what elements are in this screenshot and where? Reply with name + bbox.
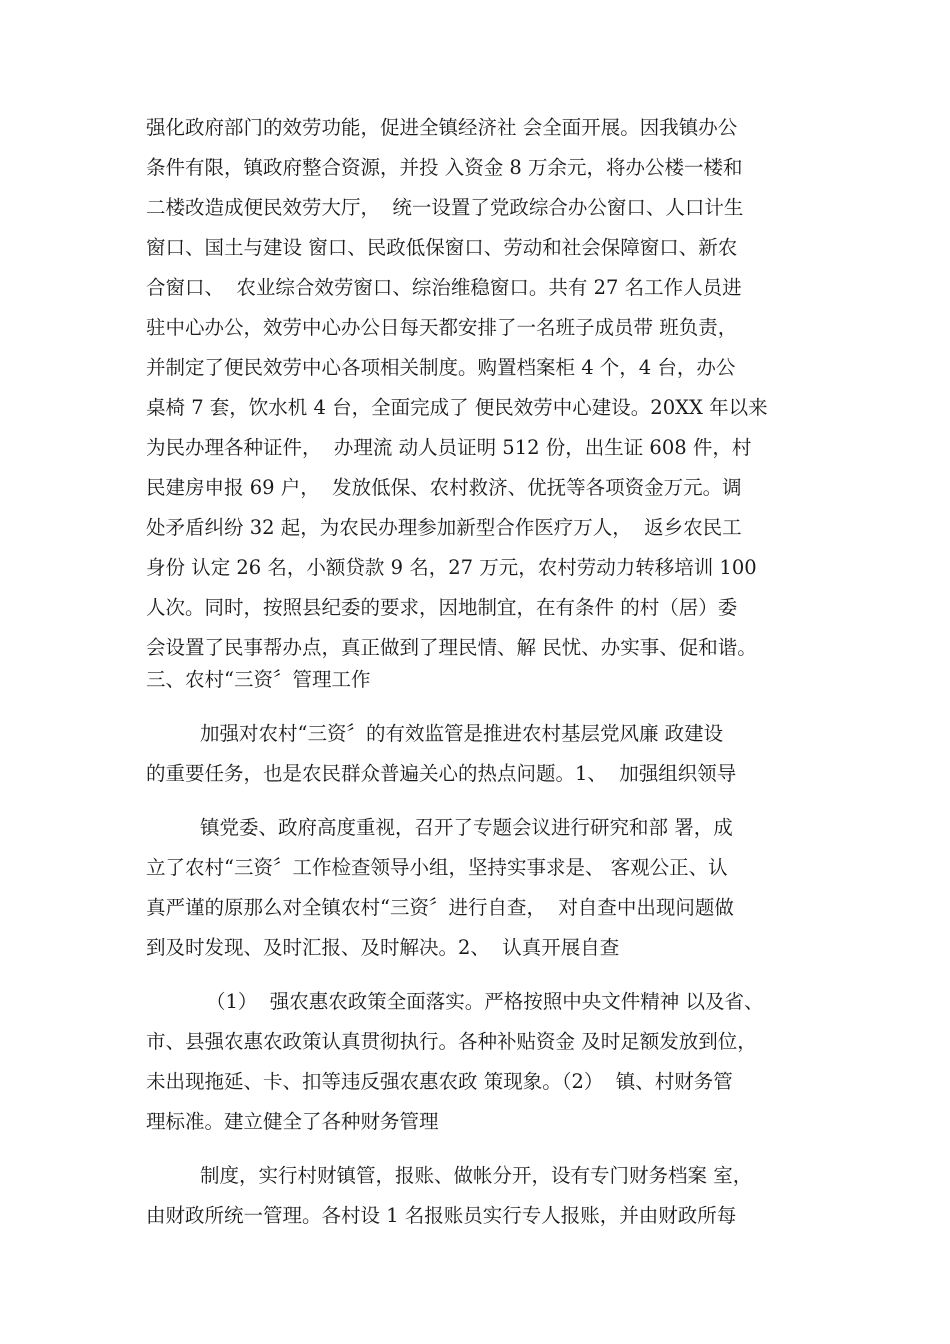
text-line: 并制定了便民效劳中心各项相关制度。购置档案柜 4 个，4 台，办公 <box>146 356 736 379</box>
text-line: 的重要任务，也是农民群众普遍关心的热点问题。1、 加强组织领导 <box>146 762 737 785</box>
text-line: 到及时发现、及时汇报、及时解决。2、 认真开展自查 <box>146 936 620 959</box>
text-line: 会设置了民事帮办点，真正做到了理民情、解 民忧、办实事、促和谐。 <box>146 636 757 659</box>
text-line: 立了农村“三资〞工作检查领导小组，坚持实事求是、 客观公正、认 <box>146 856 728 879</box>
text-line: 加强对农村“三资〞的有效监管是推进农村基层党风廉 政建设 <box>200 722 724 745</box>
text-line: 未出现拖延、卡、扣等违反强农惠农政 策现象。（2） 镇、村财务管 <box>146 1070 733 1093</box>
text-line: 强化政府部门的效劳功能，促进全镇经济社 会全面开展。因我镇办公 <box>146 116 738 139</box>
text-line: （1） 强农惠农政策全面落实。严格按照中央文件精神 以及省、 <box>206 990 764 1013</box>
text-line: 桌椅 7 套，饮水机 4 台，全面完成了 便民效劳中心建设。20XX 年以来 <box>146 396 768 419</box>
section-heading: 三、农村“三资〞管理工作 <box>146 668 371 691</box>
text-line: 身份 认定 26 名，小额贷款 9 名，27 万元，农村劳动力转移培训 100 <box>146 556 757 579</box>
text-line: 为民办理各种证件， 办理流 动人员证明 512 份，出生证 608 件，村 <box>146 436 752 459</box>
text-line: 真严谨的原那么对全镇农村“三资〞进行自查， 对自查中出现问题做 <box>146 896 734 919</box>
text-line: 民建房申报 69 户， 发放低保、农村救济、优抚等各项资金万元。调 <box>146 476 742 499</box>
text-line: 窗口、国土与建设 窗口、民政低保窗口、劳动和社会保障窗口、新农 <box>146 236 738 259</box>
text-line: 二楼改造成便民效劳大厅， 统一设置了党政综合办公窗口、人口计生 <box>146 196 744 219</box>
text-line: 镇党委、政府高度重视，召开了专题会议进行研究和部 署，成 <box>200 816 733 839</box>
text-line: 由财政所统一管理。各村设 1 名报账员实行专人报账，并由财政所每 <box>146 1204 737 1227</box>
text-line: 处矛盾纠纷 32 起，为农民办理参加新型合作医疗万人， 返乡农民工 <box>146 516 742 539</box>
text-line: 条件有限，镇政府整合资源，并投 入资金 8 万余元，将办公楼一楼和 <box>146 156 743 179</box>
text-line: 市、县强农惠农政策认真贯彻执行。各种补贴资金 及时足额发放到位， <box>146 1030 757 1053</box>
text-line: 驻中心办公，效劳中心办公日每天都安排了一名班子成员带 班负责， <box>146 316 738 339</box>
text-line: 人次。同时，按照县纪委的要求，因地制宜，在有条件 的村（居）委 <box>146 596 738 619</box>
text-line: 合窗口、 农业综合效劳窗口、综治维稳窗口。共有 27 名工作人员进 <box>146 276 742 299</box>
text-line: 制度，实行村财镇管，报账、做帐分开，设有专门财务档案 室， <box>200 1164 753 1187</box>
text-line: 理标准。建立健全了各种财务管理 <box>146 1110 439 1133</box>
